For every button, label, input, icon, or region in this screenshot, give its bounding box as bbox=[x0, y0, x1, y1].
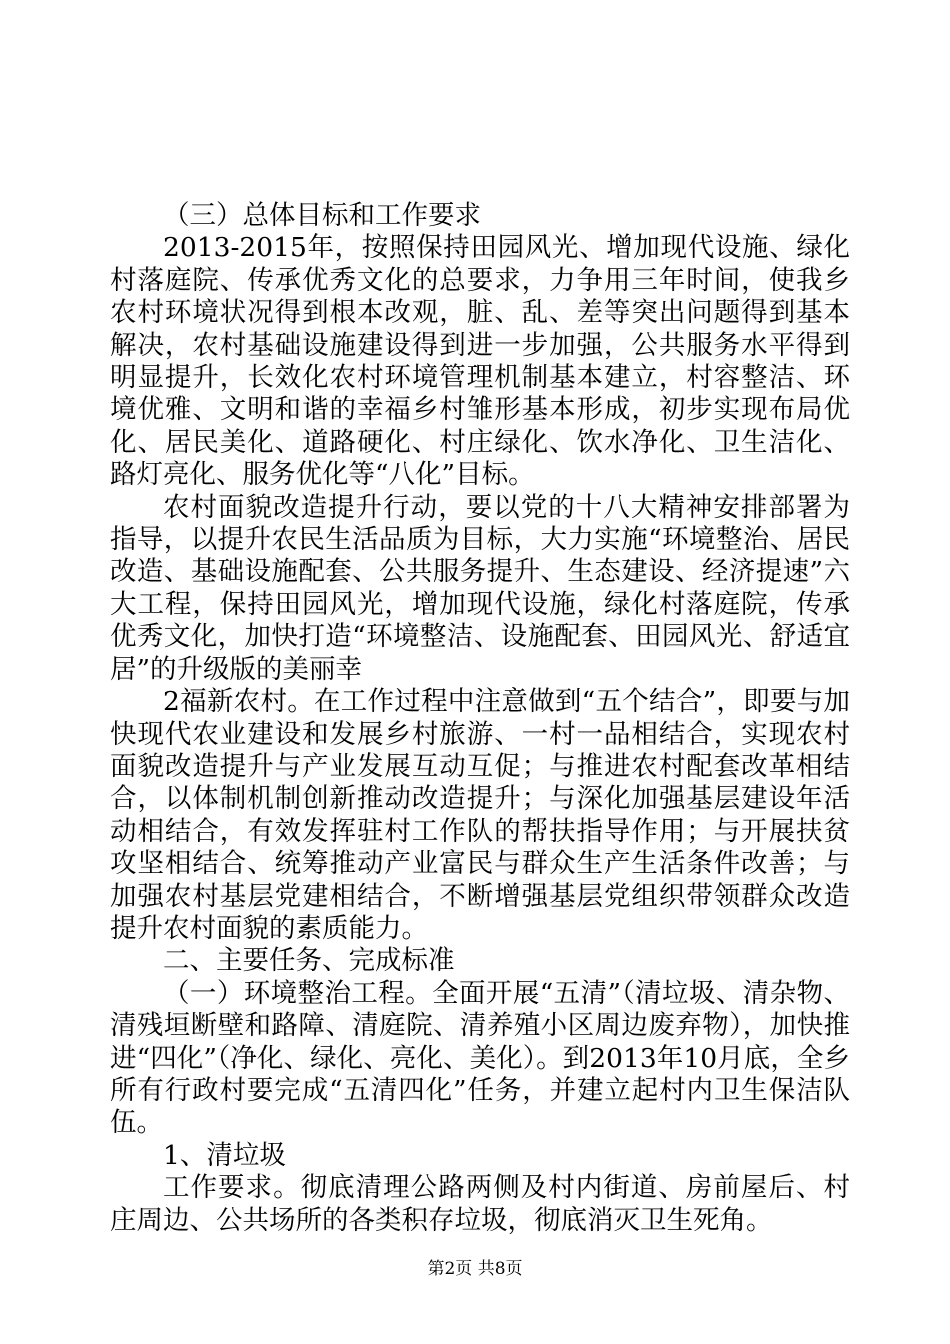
paragraph-five-combinations: 2福新农村。在工作过程中注意做到“五个结合”，即要与加快现代农业建设和发展乡村旅游、一村一品相结合，实现农村面貌改造提升与产业发展互动互促；与推进农村配套改革相结合，以体制机制创新推动改造提升；与深化加强基层建设年活动相结合，有效发挥驻村工作队的帮扶指导作用；与开展扶贫攻坚相结合、统筹推动产业富民与群众生产生活条件改善；与加强农村基层党建相结合，不断增强基层党组织带领群众改造提升农村面貌的素质能力。 bbox=[110, 686, 850, 944]
paragraph-environment-project: （一）环境整治工程。全面开展“五清”（清垃圾、清杂物、清残垣断壁和路障、清庭院、清养殖小区周边废弃物），加快推进“四化”（净化、绿化、亮化、美化）。到2013年10月底，全乡所有行政村要完成“五清四化”任务，并建立起村内卫生保洁队伍。 bbox=[110, 977, 850, 1139]
paragraph-renovation-action: 农村面貌改造提升行动，要以党的十八大精神安排部署为指导，以提升农民生活品质为目标，大力实施“环境整治、居民改造、基础设施配套、公共服务提升、生态建设、经济提速”六大工程，保持田园风光，增加现代设施，绿化村落庭院，传承优秀文化，加快打造“环境整洁、设施配套、田园风光、舒适宜居”的升级版的美丽幸 bbox=[110, 491, 850, 685]
paragraph-work-requirements: 工作要求。彻底清理公路两侧及村内街道、房前屋后、村庄周边、公共场所的各类积存垃圾，彻底消灭卫生死角。 bbox=[110, 1172, 850, 1236]
section-heading-overall-goals: （三）总体目标和工作要求 bbox=[163, 200, 481, 231]
page-number-label: 第2页 共8页 bbox=[427, 1259, 523, 1279]
section-heading-main-tasks: 二、主要任务、完成标准 bbox=[163, 945, 455, 977]
page-footer bbox=[0, 1259, 950, 1279]
subheading-clear-garbage: 1、清垃圾 bbox=[163, 1139, 286, 1171]
paragraph-goals-2013-2015: 2013-2015年，按照保持田园风光、增加现代设施、绿化村落庭院、传承优秀文化的总要求，力争用三年时间，使我乡农村环境状况得到根本改观，脏、乱、差等突出问题得到基本解决，农村基础设施建设得到进一步加强，公共服务水平得到明显提升，长效化农村环境管理机制基本建立，村容整洁、环境优雅、文明和谐的幸福乡村雏形基本形成，初步实现布局优化、居民美化、道路硬化、村庄绿化、饮水净化、卫生洁化、路灯亮化、服务优化等“八化”目标。 bbox=[110, 232, 850, 491]
document-body bbox=[110, 200, 850, 1237]
